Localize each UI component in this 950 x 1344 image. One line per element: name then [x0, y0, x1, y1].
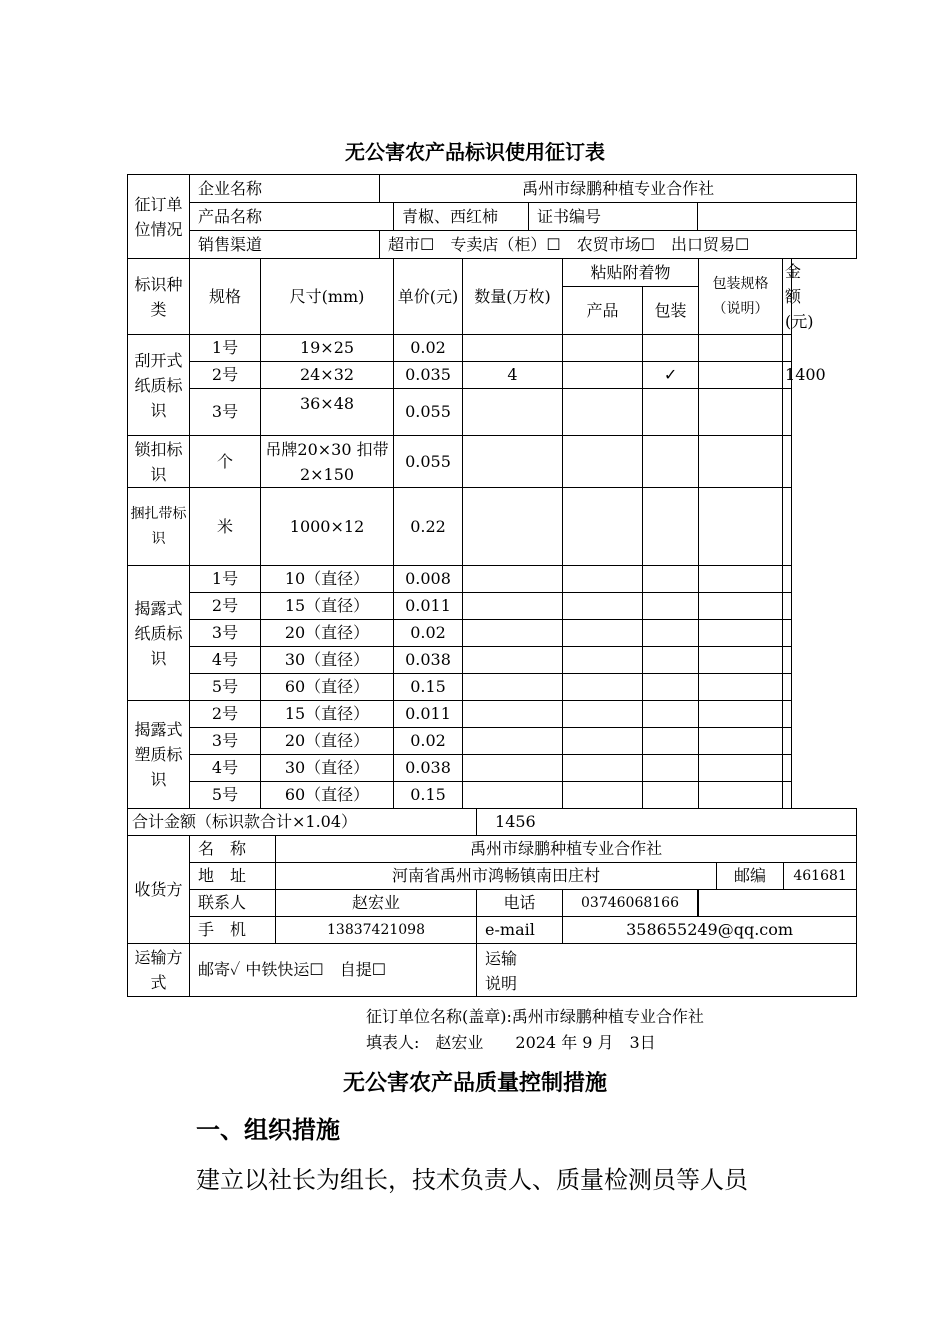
phone-label: 电话	[477, 890, 563, 917]
contact-value: 赵宏业	[276, 890, 477, 917]
company-value: 禹州市绿鹏种植专业合作社	[380, 175, 857, 203]
signer-unit: 征订单位名称(盖章):禹州市绿鹏种植专业合作社	[366, 1007, 704, 1026]
size-header: 尺寸(mm)	[261, 259, 394, 335]
attach-product-cell	[563, 389, 643, 436]
zip-value: 461681	[784, 863, 857, 890]
total-value: 1456	[477, 809, 857, 836]
transport-options: 邮寄✓ 中铁快运☐ 自提☐	[190, 944, 477, 997]
attach-product-cell	[563, 566, 643, 593]
size-cell: 19×25	[261, 335, 394, 362]
size-cell: 30（直径）	[261, 647, 394, 674]
attach-product-cell	[563, 436, 643, 488]
qty-cell	[463, 701, 563, 728]
price-cell: 0.011	[394, 593, 463, 620]
size-cell: 10（直径）	[261, 566, 394, 593]
pack-spec-cell	[699, 436, 783, 488]
price-cell: 0.035	[394, 362, 463, 389]
size-cell: 吊牌20×30 扣带2×150	[261, 436, 394, 488]
price-cell: 0.038	[394, 755, 463, 782]
amount-cell	[783, 566, 792, 593]
attach-header: 粘贴附着物	[563, 259, 699, 287]
attach-pack-cell	[643, 674, 699, 701]
receiver-label: 收货方	[128, 836, 190, 944]
attach-product-cell	[563, 335, 643, 362]
attach-pack-cell	[643, 782, 699, 809]
mobile-value: 13837421098	[276, 917, 477, 944]
attach-pack-cell	[643, 488, 699, 566]
attach-product-cell	[563, 701, 643, 728]
qty-cell	[463, 389, 563, 436]
size-cell: 15（直径）	[261, 701, 394, 728]
size-cell: 60（直径）	[261, 782, 394, 809]
spec-cell: 3号	[190, 728, 261, 755]
group-peel-plastic: 揭露式塑质标识	[128, 701, 190, 809]
size-cell: 60（直径）	[261, 674, 394, 701]
attach-pack-cell	[643, 755, 699, 782]
qty-cell	[463, 728, 563, 755]
pack-spec-cell	[699, 362, 783, 389]
size-cell: 20（直径）	[261, 728, 394, 755]
amount-cell	[783, 389, 792, 436]
attach-pack-cell	[643, 335, 699, 362]
attach-pack-cell	[643, 593, 699, 620]
spec-cell: 米	[190, 488, 261, 566]
amount-cell	[783, 436, 792, 488]
amount-cell	[783, 782, 792, 809]
pack-spec-cell	[699, 647, 783, 674]
address-label: 地 址	[190, 863, 276, 890]
pack-spec-cell	[699, 782, 783, 809]
attach-product-cell	[563, 593, 643, 620]
price-header: 单价(元)	[394, 259, 463, 335]
amount-cell	[783, 335, 792, 362]
size-cell: 36×48	[261, 389, 394, 436]
attach-pack-cell: ✓	[643, 362, 699, 389]
group-lock: 锁扣标识	[128, 436, 190, 488]
product-value: 青椒、西红柿	[394, 203, 529, 231]
spec-cell: 2号	[190, 701, 261, 728]
spec-cell: 个	[190, 436, 261, 488]
product-label: 产品名称	[190, 203, 394, 231]
body-paragraph: 建立以社长为组长，技术负责人、质量检测员等人员	[196, 1166, 748, 1194]
price-cell: 0.011	[394, 701, 463, 728]
spec-header: 规格	[190, 259, 261, 335]
mobile-label: 手 机	[190, 917, 276, 944]
type-header: 标识种类	[128, 259, 190, 335]
pack-spec-cell	[699, 593, 783, 620]
subscriber-section-label: 征订单位情况	[128, 175, 190, 259]
price-cell: 0.055	[394, 436, 463, 488]
amount-header: 金额(元)	[783, 259, 792, 335]
transport-label: 运输方式	[128, 944, 190, 997]
pack-spec-cell	[699, 488, 783, 566]
spec-cell: 4号	[190, 755, 261, 782]
amount-cell	[783, 674, 792, 701]
attach-pack-cell	[643, 389, 699, 436]
attach-product-cell	[563, 620, 643, 647]
spec-cell: 3号	[190, 389, 261, 436]
amount-cell	[783, 755, 792, 782]
qty-cell	[463, 335, 563, 362]
spec-cell: 5号	[190, 782, 261, 809]
attach-product-cell	[563, 782, 643, 809]
size-cell: 15（直径）	[261, 593, 394, 620]
spec-cell: 2号	[190, 362, 261, 389]
quality-title: 无公害农产品质量控制措施	[342, 1070, 607, 1096]
size-cell: 24×32	[261, 362, 394, 389]
attach-pack-cell	[643, 620, 699, 647]
amount-cell	[783, 647, 792, 674]
attach-pack-header: 包装	[643, 287, 699, 335]
channel-label: 销售渠道	[190, 231, 380, 259]
spec-cell: 1号	[190, 566, 261, 593]
pack-spec-cell	[699, 620, 783, 647]
spec-cell: 5号	[190, 674, 261, 701]
spec-cell: 4号	[190, 647, 261, 674]
pack-spec-header: 包装规格（说明）	[699, 259, 783, 335]
fax-value	[699, 890, 857, 917]
total-label: 合计金额（标识款合计×1.04）	[128, 809, 477, 836]
price-cell: 0.008	[394, 566, 463, 593]
amount-cell	[783, 620, 792, 647]
pack-spec-cell	[699, 674, 783, 701]
cert-label: 证书编号	[529, 203, 698, 231]
qty-cell	[463, 488, 563, 566]
transport-note-label: 运输说明	[477, 944, 857, 997]
price-cell: 0.02	[394, 620, 463, 647]
email-value: 358655249@qq.com	[563, 917, 857, 944]
order-form-table	[127, 174, 857, 997]
price-cell: 0.055	[394, 389, 463, 436]
pack-spec-cell	[699, 335, 783, 362]
price-cell: 0.22	[394, 488, 463, 566]
attach-product-cell	[563, 362, 643, 389]
size-cell: 1000×12	[261, 488, 394, 566]
attach-product-cell	[563, 674, 643, 701]
name-value: 禹州市绿鹏种植专业合作社	[276, 836, 857, 863]
qty-cell	[463, 755, 563, 782]
attach-pack-cell	[643, 728, 699, 755]
attach-product-cell	[563, 647, 643, 674]
channel-options: 超市☐ 专卖店（柜）☐ 农贸市场☐ 出口贸易☐	[380, 231, 857, 259]
price-cell: 0.02	[394, 728, 463, 755]
size-cell: 30（直径）	[261, 755, 394, 782]
email-label: e-mail	[477, 917, 563, 944]
spec-cell: 3号	[190, 620, 261, 647]
qty-cell	[463, 782, 563, 809]
qty-cell	[463, 593, 563, 620]
signer-row: 填表人: 赵宏业 2024 年 9 月 3日	[366, 1033, 656, 1052]
attach-pack-cell	[643, 436, 699, 488]
attach-product-cell	[563, 488, 643, 566]
price-cell: 0.15	[394, 782, 463, 809]
attach-pack-cell	[643, 566, 699, 593]
group-peel-paper: 揭露式纸质标识	[128, 566, 190, 701]
amount-cell: 1400	[783, 362, 792, 389]
attach-product-cell	[563, 755, 643, 782]
pack-spec-cell	[699, 389, 783, 436]
zip-label: 邮编	[717, 863, 784, 890]
pack-spec-cell	[699, 566, 783, 593]
spec-cell: 1号	[190, 335, 261, 362]
price-cell: 0.038	[394, 647, 463, 674]
qty-cell: 4	[463, 362, 563, 389]
pack-spec-cell	[699, 755, 783, 782]
group-strap: 捆扎带标识	[128, 488, 190, 566]
address-value: 河南省禹州市鸿畅镇南田庄村	[276, 863, 717, 890]
pack-spec-cell	[699, 701, 783, 728]
qty-cell	[463, 674, 563, 701]
price-cell: 0.02	[394, 335, 463, 362]
qty-cell	[463, 620, 563, 647]
name-label: 名 称	[190, 836, 276, 863]
qty-cell	[463, 436, 563, 488]
amount-cell	[783, 593, 792, 620]
spec-cell: 2号	[190, 593, 261, 620]
qty-header: 数量(万枚)	[463, 259, 563, 335]
attach-product-header: 产品	[563, 287, 643, 335]
qty-cell	[463, 647, 563, 674]
pack-spec-cell	[699, 728, 783, 755]
amount-cell	[783, 488, 792, 566]
attach-pack-cell	[643, 701, 699, 728]
amount-cell	[783, 701, 792, 728]
attach-product-cell	[563, 728, 643, 755]
company-label: 企业名称	[190, 175, 380, 203]
price-cell: 0.15	[394, 674, 463, 701]
contact-label: 联系人	[190, 890, 276, 917]
document-title: 无公害农产品标识使用征订表	[345, 140, 605, 164]
phone-value: 03746068166	[563, 890, 698, 917]
group-scratch: 刮开式纸质标识	[128, 335, 190, 436]
amount-cell	[783, 728, 792, 755]
attach-pack-cell	[643, 647, 699, 674]
section-heading: 一、组织措施	[196, 1115, 340, 1144]
qty-cell	[463, 566, 563, 593]
size-cell: 20（直径）	[261, 620, 394, 647]
cert-value	[698, 203, 857, 231]
